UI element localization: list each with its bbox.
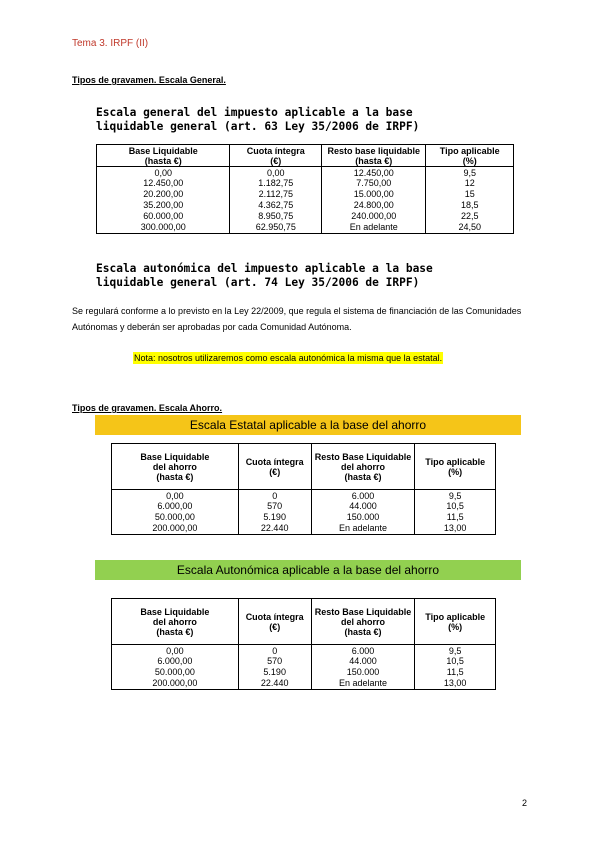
title-line: Escala autonómica del impuesto aplicable a la base (96, 262, 433, 275)
table-row (112, 657, 496, 668)
table-cell: 12.450,00 (322, 167, 426, 179)
header-title: Tema 3. IRPF (II) (72, 38, 149, 49)
header-line: Tipo aplicable (%) (439, 145, 500, 166)
table-cell: 22.440 (238, 679, 311, 690)
table-cell: 15 (426, 190, 514, 201)
title-line: liquidable general (art. 63 Ley 35/2006 de IRPF) (96, 120, 420, 133)
table-cell: 50.000,00 (112, 668, 239, 679)
column-header (230, 145, 322, 167)
column-header (311, 599, 415, 645)
table-cell: 0,00 (230, 167, 322, 179)
title-line: Escala general del impuesto aplicable a la base (96, 106, 413, 119)
header-line: Base Liquidable (hasta €) (128, 145, 198, 166)
column-header (97, 145, 230, 167)
column-header (238, 599, 311, 645)
header-line: Resto base liquidable (hasta €) (327, 145, 421, 166)
table-header-row (112, 444, 496, 490)
table-cell: 50.000,00 (112, 513, 239, 524)
table-cell: 24.800,00 (322, 201, 426, 212)
table-cell: 35.200,00 (97, 201, 230, 212)
table-row (97, 201, 514, 212)
table-cell: 6.000 (311, 645, 415, 657)
table-cell: En adelante (322, 223, 426, 234)
table-cell: 0,00 (97, 167, 230, 179)
autonomic-general-scale-title (96, 262, 536, 290)
table-cell: 6.000,00 (112, 657, 239, 668)
table-cell: 18,5 (426, 201, 514, 212)
autonomic-savings-banner: Escala Autonómica aplicable a la base del ahorro (95, 560, 521, 580)
header-line: Base Liquidable del ahorro (hasta €) (140, 451, 210, 482)
table-cell: 200.000,00 (112, 679, 239, 690)
table-cell: 15.000,00 (322, 190, 426, 201)
table-row (97, 223, 514, 234)
table-cell: 1.182,75 (230, 179, 322, 190)
header-line: Cuota íntegra (€) (245, 456, 304, 477)
column-header (322, 145, 426, 167)
column-header (415, 444, 496, 490)
table-cell: 6.000 (311, 490, 415, 502)
table-cell: 200.000,00 (112, 524, 239, 535)
table-cell: 9,5 (415, 645, 496, 657)
table-cell: 0,00 (112, 645, 239, 657)
table-header-row (97, 145, 514, 167)
state-savings-table (111, 443, 496, 535)
table-cell: 10,5 (415, 657, 496, 668)
table-row (112, 679, 496, 690)
column-header (311, 444, 415, 490)
table-cell: 9,5 (426, 167, 514, 179)
header-line: Tipo aplicable (%) (425, 456, 486, 477)
table-cell: 5.190 (238, 513, 311, 524)
table-row (97, 179, 514, 190)
column-header (415, 599, 496, 645)
header-line: Cuota íntegra (€) (245, 611, 304, 632)
table-cell: 8.950,75 (230, 212, 322, 223)
table-cell: 44.000 (311, 502, 415, 513)
table-cell: 0 (238, 490, 311, 502)
header-line: Tipo aplicable (%) (425, 611, 486, 632)
state-general-scale-table (96, 144, 514, 234)
table-cell: 4.362,75 (230, 201, 322, 212)
table-cell: 13,00 (415, 524, 496, 535)
table-header-row (112, 599, 496, 645)
column-header (238, 444, 311, 490)
table-row (112, 502, 496, 513)
table-cell: 22,5 (426, 212, 514, 223)
table-cell: 9,5 (415, 490, 496, 502)
table-cell: 150.000 (311, 668, 415, 679)
column-header (426, 145, 514, 167)
table-row (97, 167, 514, 179)
header-line: Cuota íntegra (€) (246, 145, 305, 166)
table-row (112, 490, 496, 502)
table-cell: En adelante (311, 524, 415, 535)
general-scale-heading: Tipos de gravamen. Escala General. (72, 75, 226, 85)
table-cell: 22.440 (238, 524, 311, 535)
highlighted-note: Nota: nosotros utilizaremos como escala autonómica la misma que la estatal. (134, 353, 443, 363)
table-cell: 7.750,00 (322, 179, 426, 190)
table-cell: 150.000 (311, 513, 415, 524)
table-cell: 12 (426, 179, 514, 190)
table-cell: 0,00 (112, 490, 239, 502)
table-cell: 10,5 (415, 502, 496, 513)
header-line: Base Liquidable del ahorro (hasta €) (140, 606, 210, 637)
state-general-scale-title (96, 106, 536, 134)
table-cell: 6.000,00 (112, 502, 239, 513)
table-cell: 0 (238, 645, 311, 657)
table-cell: 13,00 (415, 679, 496, 690)
table-cell: 5.190 (238, 668, 311, 679)
table-cell: 20.200,00 (97, 190, 230, 201)
state-savings-banner: Escala Estatal aplicable a la base del ahorro (95, 415, 521, 435)
table-cell: 240.000,00 (322, 212, 426, 223)
table-row (97, 212, 514, 223)
header-line: Resto Base Liquidable del ahorro (hasta €) (314, 606, 412, 637)
savings-scale-heading: Tipos de gravamen. Escala Ahorro. (72, 403, 223, 413)
table-row (112, 645, 496, 657)
table-cell: 62.950,75 (230, 223, 322, 234)
header-line: Resto Base Liquidable del ahorro (hasta €) (314, 451, 412, 482)
table-row (112, 524, 496, 535)
table-cell: 2.112,75 (230, 190, 322, 201)
column-header (112, 599, 239, 645)
table-cell: 60.000,00 (97, 212, 230, 223)
autonomic-savings-table (111, 598, 496, 690)
table-row (112, 668, 496, 679)
table-cell: 11,5 (415, 513, 496, 524)
table-cell: 300.000,00 (97, 223, 230, 234)
table-cell: 44.000 (311, 657, 415, 668)
page-number: 2 (522, 798, 528, 808)
table-cell: 11,5 (415, 668, 496, 679)
table-cell: 570 (238, 657, 311, 668)
title-line: liquidable general (art. 74 Ley 35/2006 de IRPF) (96, 276, 420, 289)
column-header (112, 444, 239, 490)
table-cell: 570 (238, 502, 311, 513)
table-cell: 24,50 (426, 223, 514, 234)
table-cell: En adelante (311, 679, 415, 690)
table-cell: 12.450,00 (97, 179, 230, 190)
regulation-paragraph: Se regulará conforme a lo previsto en la Ley 22/2009, que regula el sistema de financiación de las Comunidades Autónomas y deberán ser aprobadas por cada Comunidad Autónoma. (72, 306, 522, 332)
table-row (112, 513, 496, 524)
table-row (97, 190, 514, 201)
